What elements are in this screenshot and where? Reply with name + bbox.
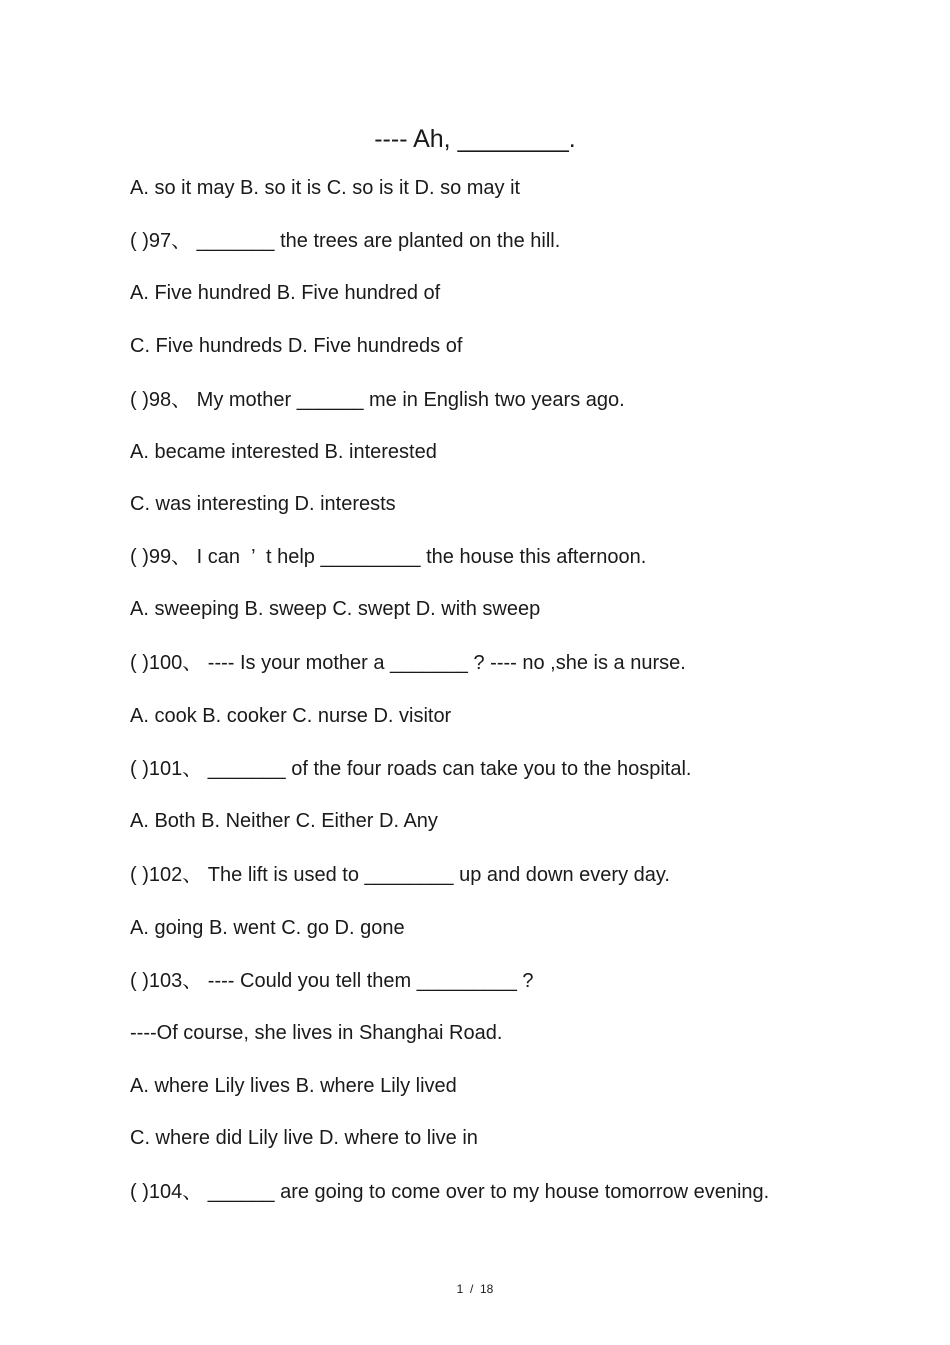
options-line: A. where Lily lives B. where Lily lived: [130, 1075, 457, 1097]
options-line: A. became interested B. interested: [130, 441, 437, 463]
options-line: C. Five hundreds D. Five hundreds of: [130, 335, 463, 357]
options-line: A. Both B. Neither C. Either D. Any: [130, 810, 438, 832]
page-number: 1 / 18: [456, 1282, 494, 1296]
options-line: C. was interesting D. interests: [130, 493, 396, 515]
options-line: A. cook B. cooker C. nurse D. visitor: [130, 705, 452, 727]
options-line: A. going B. went C. go D. gone: [130, 917, 405, 939]
options-line: A. Five hundred B. Five hundred of: [130, 282, 441, 304]
question-104: ( )104、 ______ are going to come over to my house tomorrow evening.: [130, 1181, 770, 1203]
options-line: A. so it may B. so it is C. so is it D. so may it: [130, 177, 521, 199]
question-102: ( )102、 The lift is used to ________ up and down every day.: [130, 864, 670, 886]
question-101: ( )101、 _______ of the four roads can take you to the hospital.: [130, 758, 692, 780]
options-line: A. sweeping B. sweep C. swept D. with sweep: [130, 598, 541, 620]
question-100: ( )100、 ---- Is your mother a _______ ? ---- no ,she is a nurse.: [130, 652, 686, 674]
question-97: ( )97、 _______ the trees are planted on the hill.: [130, 230, 561, 252]
question-98: ( )98、 My mother ______ me in English two years ago.: [130, 389, 625, 411]
dialogue-heading: ---- Ah, ________.: [374, 125, 576, 153]
question-99: ( )99、 I can ’ t help _________ the house this afternoon.: [130, 546, 647, 568]
dialogue-line: ----Of course, she lives in Shanghai Road.: [130, 1022, 503, 1044]
options-line: C. where did Lily live D. where to live in: [130, 1127, 478, 1149]
question-103: ( )103、 ---- Could you tell them _________ ?: [130, 970, 534, 992]
